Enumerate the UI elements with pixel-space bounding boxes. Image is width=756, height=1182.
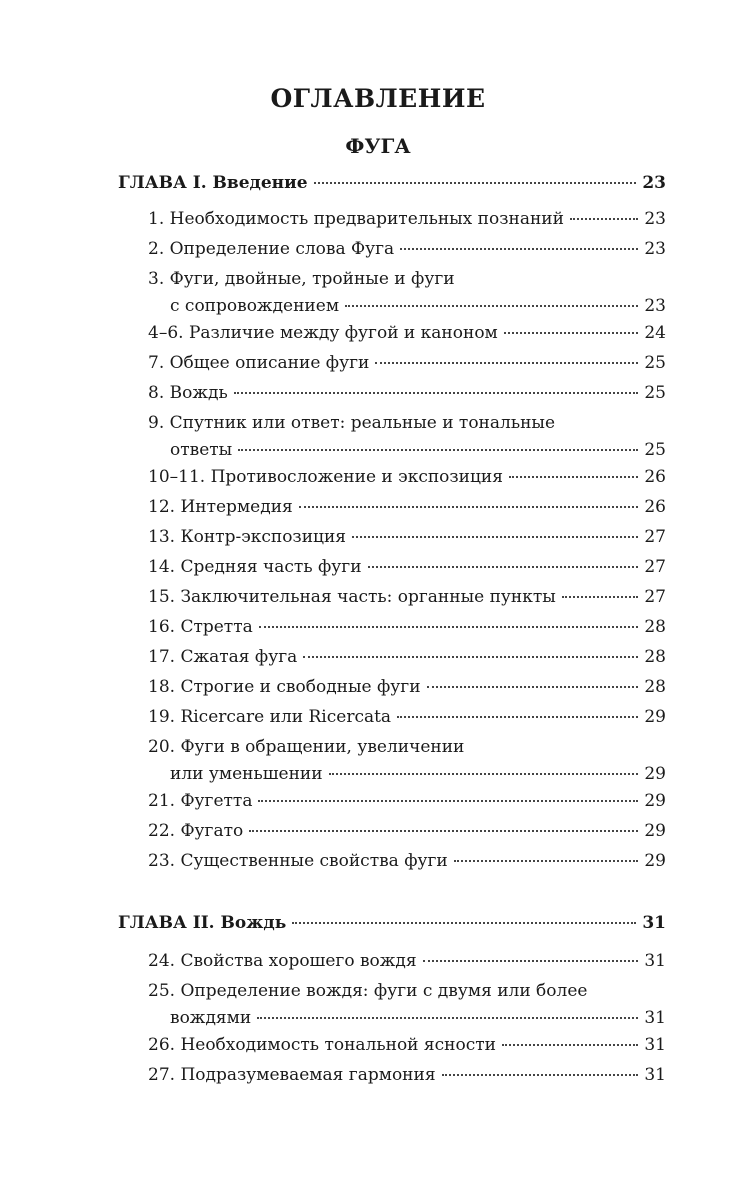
toc-item-label: 8. Вождь: [148, 383, 228, 403]
dot-leader: [427, 685, 638, 688]
page-number: 24: [644, 323, 666, 343]
toc-item-label: 25. Определение вождя: фуги с двумя или более: [148, 981, 588, 1001]
chapter-label: ГЛАВА I. Введение: [118, 173, 308, 193]
dot-leader: [570, 217, 638, 220]
dot-leader: [442, 1073, 638, 1076]
toc-item-label: 14. Средняя часть фуги: [148, 557, 362, 577]
toc-item-label: 3. Фуги, двойные, тройные и фуги: [148, 269, 455, 289]
page-number: 28: [644, 617, 666, 637]
dot-leader: [329, 772, 638, 775]
page-number: 29: [644, 791, 666, 811]
dot-leader: [345, 304, 638, 307]
page-number: 25: [644, 383, 666, 403]
toc-item-continuation[interactable]: [118, 1006, 666, 1030]
toc-item-label: 12. Интермедия: [148, 497, 293, 517]
toc-item[interactable]: [118, 204, 666, 234]
page-number: 31: [644, 1008, 666, 1028]
toc-item-label: 24. Свойства хорошего вождя: [148, 951, 417, 971]
toc-item[interactable]: [118, 522, 666, 552]
toc-item-label: 10–11. Противосложение и экспозиция: [148, 467, 503, 487]
toc-item-label: 18. Строгие и свободные фуги: [148, 677, 421, 697]
dot-leader: [299, 505, 638, 508]
toc-item[interactable]: [118, 786, 666, 816]
toc-item-label: 15. Заключительная часть: органные пункты: [148, 587, 556, 607]
toc-item[interactable]: [118, 318, 666, 348]
toc-item[interactable]: [118, 976, 666, 1006]
toc-item[interactable]: [118, 348, 666, 378]
page-number: 28: [644, 677, 666, 697]
chapter-heading[interactable]: [118, 168, 666, 198]
dot-leader: [375, 361, 638, 364]
page-number: 23: [644, 209, 666, 229]
toc-item[interactable]: [118, 732, 666, 762]
dot-leader: [259, 625, 638, 628]
toc-item-label: 4–6. Различие между фугой и каноном: [148, 323, 498, 343]
page-number: 27: [644, 587, 666, 607]
chapter-label: ГЛАВА II. Вождь: [118, 913, 287, 933]
toc-item-label: 19. Ricercare или Ricercata: [148, 707, 392, 727]
dot-leader: [352, 535, 638, 538]
toc-item-label: 7. Общее описание фуги: [148, 353, 370, 373]
dot-leader: [368, 565, 638, 568]
page-number: 26: [644, 467, 666, 487]
toc-item[interactable]: [118, 264, 666, 294]
toc-item-label: 2. Определение слова Фуга: [148, 239, 395, 259]
dot-leader: [509, 475, 638, 478]
page-title: ОГЛАВЛЕНИЕ: [270, 84, 486, 113]
dot-leader: [258, 799, 638, 802]
dot-leader: [502, 1043, 638, 1046]
toc-item-continuation[interactable]: [118, 294, 666, 318]
page-number: 31: [644, 951, 666, 971]
toc-item-label: 1. Необходимость предварительных познаний: [148, 209, 564, 229]
toc-item[interactable]: [118, 234, 666, 264]
page-number: 31: [644, 1035, 666, 1055]
dot-leader: [504, 331, 638, 334]
toc-item[interactable]: [118, 1030, 666, 1060]
chapter-heading[interactable]: [118, 908, 666, 938]
page-number: 31: [644, 1065, 666, 1085]
page-number: 23: [644, 296, 666, 316]
toc-item-label: 17. Сжатая фуга: [148, 647, 298, 667]
page-number: 26: [644, 497, 666, 517]
toc-item[interactable]: [118, 378, 666, 408]
toc-item-label: 16. Стретта: [148, 617, 253, 637]
page-number: 27: [644, 527, 666, 547]
toc-item[interactable]: [118, 672, 666, 702]
toc-item-continuation[interactable]: [118, 762, 666, 786]
page-number: 29: [644, 707, 666, 727]
dot-leader: [397, 715, 638, 718]
dot-leader: [257, 1016, 638, 1019]
toc-item[interactable]: [118, 642, 666, 672]
toc-item-label: 20. Фуги в обращении, увеличении: [148, 737, 465, 757]
page-number: 28: [644, 647, 666, 667]
toc-item-label: или уменьшении: [170, 764, 323, 784]
toc-item[interactable]: [118, 702, 666, 732]
page-number: 23: [644, 239, 666, 259]
dot-leader: [234, 391, 638, 394]
toc-item-label: 21. Фугетта: [148, 791, 253, 811]
toc-item-label: 9. Спутник или ответ: реальные и тональные: [148, 413, 556, 433]
page-number: 25: [644, 353, 666, 373]
toc-item-label: 13. Контр-экспозиция: [148, 527, 347, 547]
dot-leader: [454, 859, 638, 862]
dot-leader: [314, 181, 637, 184]
page-number: 29: [644, 851, 666, 871]
toc-item-label: 22. Фугато: [148, 821, 244, 841]
toc-item[interactable]: [118, 582, 666, 612]
toc-item[interactable]: [118, 462, 666, 492]
toc-item-label: вождями: [170, 1008, 252, 1028]
dot-leader: [238, 448, 638, 451]
dot-leader: [423, 959, 638, 962]
toc-chapter-1: [118, 168, 666, 876]
page-number: 23: [642, 173, 666, 193]
dot-leader: [249, 829, 638, 832]
toc-item[interactable]: [118, 492, 666, 522]
toc-item-label: 26. Необходимость тональной ясности: [148, 1035, 496, 1055]
toc-item-label: ответы: [170, 440, 233, 460]
page-number: 27: [644, 557, 666, 577]
section-title: ФУГА: [345, 134, 411, 158]
toc-item-continuation[interactable]: [118, 438, 666, 462]
toc-item[interactable]: [118, 552, 666, 582]
toc-item[interactable]: [118, 612, 666, 642]
dot-leader: [400, 247, 638, 250]
dot-leader: [562, 595, 638, 598]
page-number: 29: [644, 764, 666, 784]
page-number: 25: [644, 440, 666, 460]
toc-item[interactable]: [118, 846, 666, 876]
dot-leader: [303, 655, 638, 658]
page-number: 29: [644, 821, 666, 841]
toc-item-label: 27. Подразумеваемая гармония: [148, 1065, 436, 1085]
toc-item-label: 23. Существенные свойства фуги: [148, 851, 448, 871]
toc-item-label: с сопровождением: [170, 296, 340, 316]
toc-item[interactable]: [118, 408, 666, 438]
page-number: 31: [642, 913, 666, 933]
toc-item[interactable]: [118, 816, 666, 846]
toc-chapter-2: [118, 908, 666, 1090]
toc-item[interactable]: [118, 1060, 666, 1090]
dot-leader: [292, 921, 636, 924]
toc-item[interactable]: [118, 946, 666, 976]
